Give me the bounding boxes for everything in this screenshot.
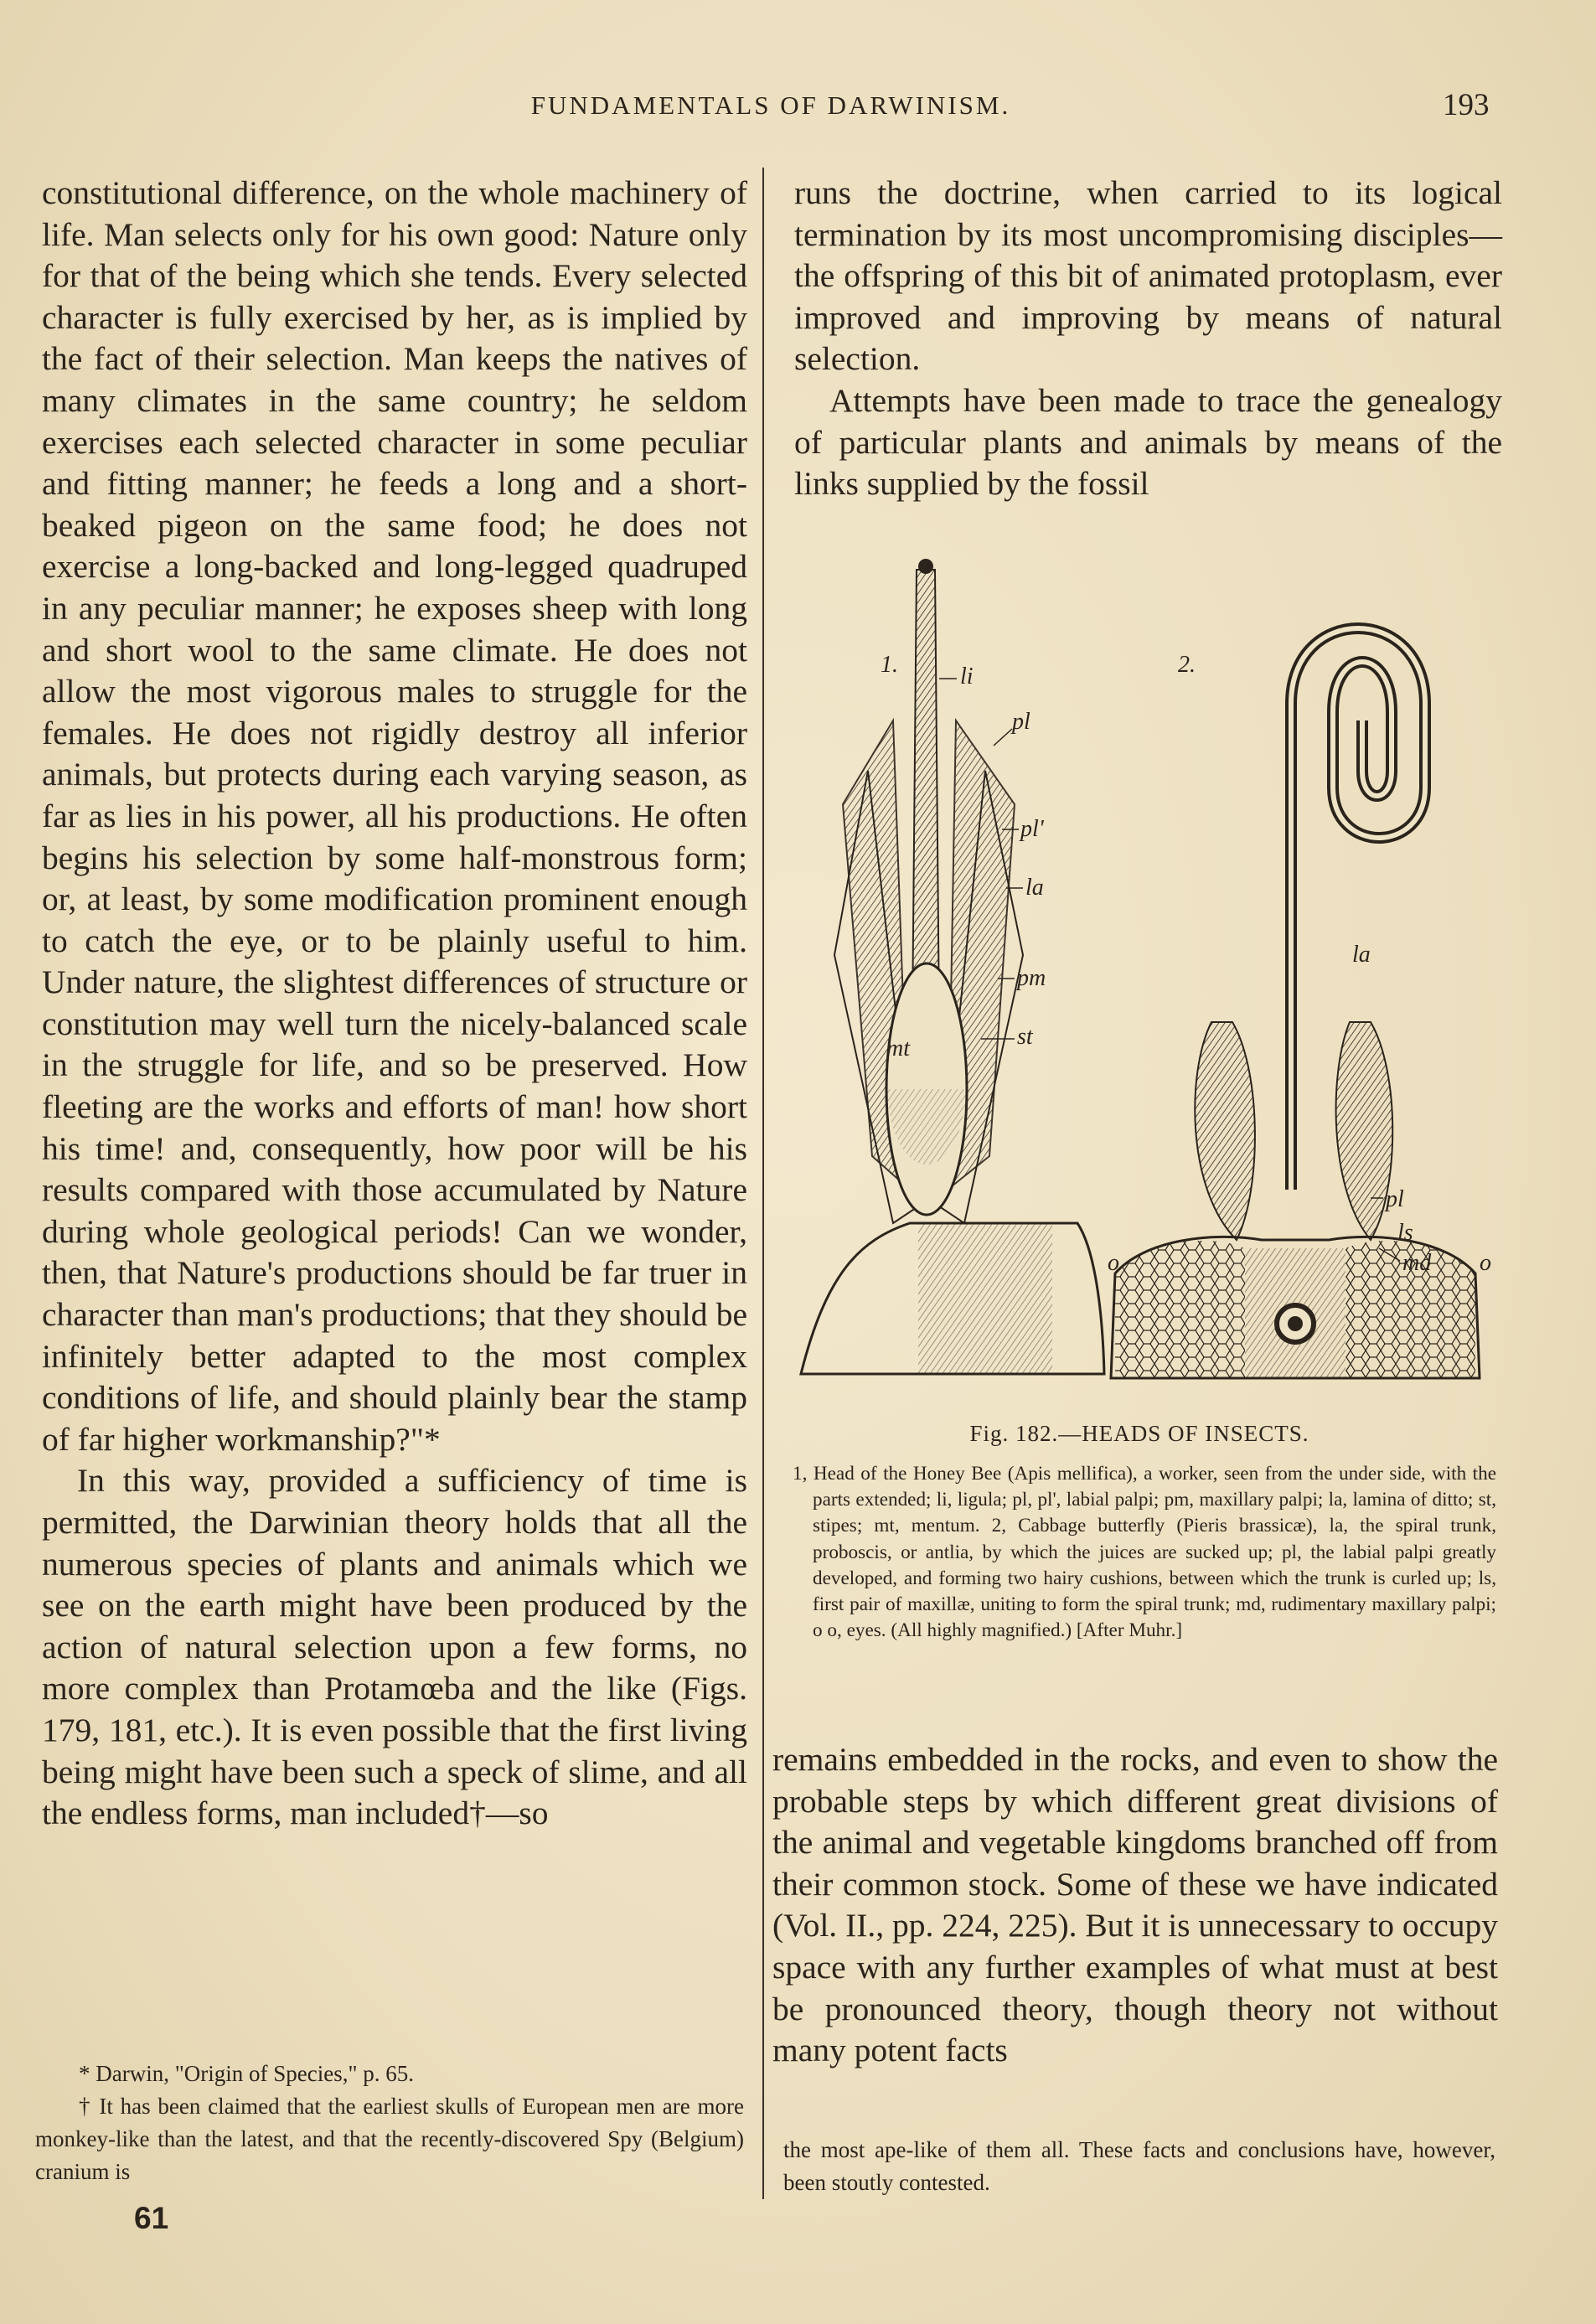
right-paragraph-2: Attempts have been made to trace the genealogy of particular plants and animals by means of the links supplied by the fossil (794, 381, 1502, 503)
running-title: FUNDAMENTALS OF DARWINISM. (530, 90, 1011, 120)
label-st: st (1017, 1024, 1033, 1050)
butterfly-head (1108, 628, 1491, 1378)
insect-heads-figure (793, 553, 1515, 1407)
label-la2: la (1352, 942, 1371, 968)
right-paragraph-1: runs the doctrine, when carried to its logical termination by its most uncompromising disciples—the offspring of this bit of animated protoplasm, ever improved and improving by means of natural selection. (794, 174, 1502, 378)
insect-heads-illustration (793, 553, 1515, 1407)
right-paragraph-3: remains embedded in the rocks, and even to show the probable steps by which different great divisions of the animal and vegetable kingdoms branched off from their common stock. Some of these we have indicated (Vol. II., pp. 224, 225). But it is unnecessary to occupy space with any further examples of what must at best be pronounced theory, though theory not without many potent facts (772, 1741, 1498, 2069)
label-la: la (1025, 875, 1044, 901)
label-ls: ls (1397, 1220, 1413, 1246)
label-pl-prime: pl' (1020, 816, 1044, 842)
label-mt: mt (886, 1035, 910, 1061)
figure-caption (793, 1461, 1496, 1644)
column-divider (762, 168, 764, 2199)
left-paragraph-2: In this way, provided a sufficiency of time is permitted, the Darwinian theory holds that all the numerous species of plants and animals which we see on the earth might have been produced by the action of natural selection upon a few forms, no more complex than Protamœba and the like (Figs. 179, 181, etc.). It is even possible that the first living being might have been such a speck of slime, and all the endless forms, man included†—so (42, 1462, 747, 1832)
signature-mark: 61 (134, 2201, 169, 2235)
label-pl2: pl (1386, 1186, 1404, 1212)
footnotes (35, 2058, 744, 2188)
right-column-top (794, 173, 1502, 505)
figure-caption-text: 1, Head of the Honey Bee (Apis mellifica), a worker, seen from the under side, with the parts extended; li, ligula; pl, pl', labial palpi; pm, maxillary palpi; la, lamina of ditto; st, stipes; mt, mentum. 2, Cabbage butterfly (Pieris brassicæ), la, the spiral trunk, proboscis, or antlia, by which the juices are sucked up; pl, the labial palpi greatly developed, and forming two hairy cushions, between which the trunk is curled up; ls, first pair of maxillæ, uniting to form the spiral trunk; md, rudimentary maxillary palpi; o o, eyes. (All highly magnified.) [After Muhr.] (793, 1463, 1496, 1642)
label-fig1: 1. (881, 652, 898, 678)
page-number: 193 (1443, 88, 1490, 122)
footnote-skulls: † It has been claimed that the earliest skulls of European men are more monkey-like than the latest, and that the recently-discovered Spy (Belgium) cranium is (35, 2094, 744, 2184)
left-paragraph-1: constitutional difference, on the whole machinery of life. Man selects only for his own good: Nature only for that of the being which she tends. Every selected character is fully exercised by her, as is implied by the fact of their selection. Man keeps the natives of many climates in the same country; he seldom exercises each selected character in some peculiar and fitting manner; he feeds a long and a short-beaked pigeon on the same food; he does not exercise a long-backed and long-legged quadruped in any peculiar manner; he exposes sheep with long and short wool to the same climate. He does not allow the most vigorous males to struggle for the females. He does not rigidly destroy all inferior animals, but protects during each varying season, as far as lies in his power, all his productions. He often begins his selection by some half-monstrous form; or, at least, by some modification prominent enough to catch the eye, or to be plainly useful to him. Under nature, the slightest differences of structure or constitution may well turn the nicely-balanced scale in the struggle for life, and so be preserved. How fleeting are the works and efforts of man! how short his time! and, consequently, how poor will be his results compared with those accumulated by Nature during whole geological periods! Can we wonder, then, that Nature's productions should be far truer in character than man's productions; that they should be infinitely better adapted to the most complex conditions of life, and should plainly bear the stamp of far higher workmanship?"* (42, 174, 747, 1458)
left-column (42, 173, 747, 1835)
label-o-left: o (1108, 1250, 1119, 1276)
right-column-bottom (772, 1739, 1498, 2072)
label-pm: pm (1017, 965, 1046, 991)
label-md: md (1402, 1250, 1432, 1276)
label-o-right: o (1480, 1250, 1491, 1276)
label-li: li (960, 664, 974, 689)
honey-bee-head (801, 559, 1104, 1374)
label-pl: pl (1012, 709, 1030, 735)
footnote-darwin: * Darwin, "Origin of Species," p. 65. (79, 2061, 414, 2086)
footnote-continuation: the most ape-like of them all. These facts and conclusions have, however, been stoutly contested. (783, 2137, 1495, 2195)
label-fig2: 2. (1178, 652, 1196, 678)
figure-title: Fig. 182.—HEADS OF INSECTS. (969, 1421, 1309, 1446)
